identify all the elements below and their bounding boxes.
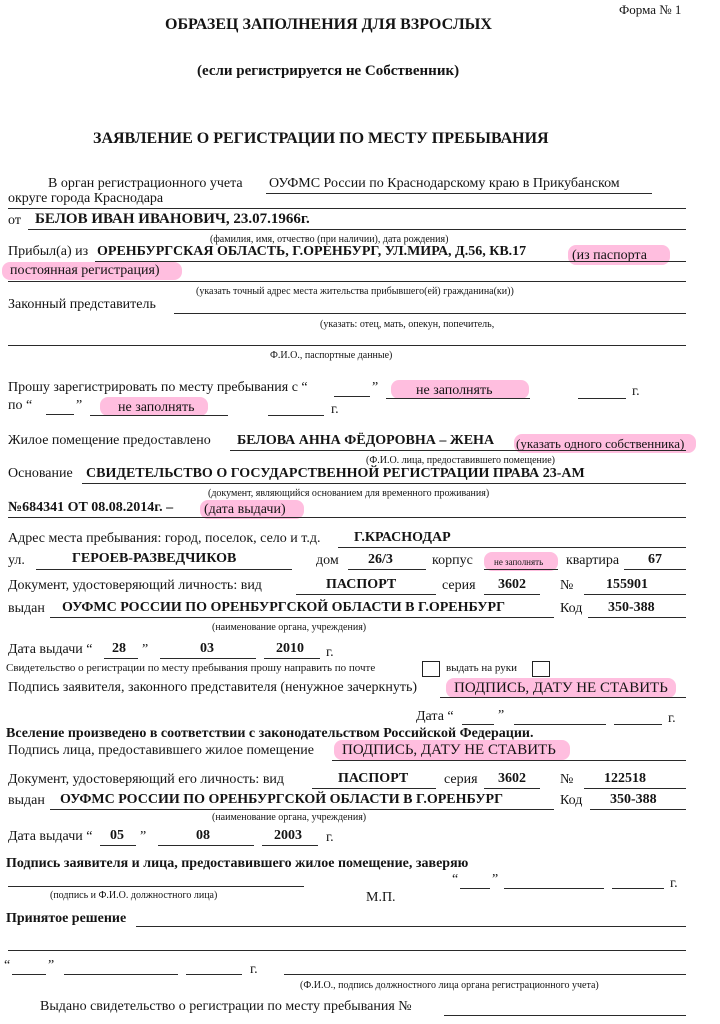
housing-label: Жилое помещение предоставлено [8, 433, 211, 448]
korpus-line [484, 569, 558, 570]
house-label: дом [316, 553, 339, 568]
arrived-underline-2 [8, 281, 686, 282]
request-to-month-line [90, 415, 228, 416]
request-label: Прошу зарегистрировать по месту пребывания с “ [8, 380, 308, 395]
applicant-series-line [484, 594, 540, 595]
stay-address-city-line [338, 547, 686, 548]
applicant-number: 155901 [606, 577, 648, 592]
delivery-text: Свидетельство о регистрации по месту пребывания прошу направить по почте [6, 662, 376, 674]
decision-date-month-line [64, 974, 178, 975]
request-to-day-line [46, 414, 74, 415]
applicant-date-quote-close: ” [142, 642, 149, 657]
korpus-note: не заполнять [494, 557, 544, 567]
housing-caption: (Ф.И.О. лица, предоставившего помещение) [366, 455, 555, 466]
applicant-number-label: № [560, 578, 574, 593]
signature1-date-month-line [514, 724, 606, 725]
house-line [348, 569, 426, 570]
certification-label: Подпись заявителя и лица, предоставившего жилое помещение, заверяю [6, 856, 469, 871]
owner-date-day: 05 [110, 828, 124, 843]
owner-series: 3602 [498, 771, 526, 786]
applicant-issued-label: выдан [8, 601, 45, 616]
owner-date-year: 2003 [274, 828, 302, 843]
owner-number-line [584, 788, 686, 789]
applicant-doc-label: Документ, удостоверяющий личность: вид [8, 578, 262, 593]
decision-line-2 [8, 950, 686, 951]
stay-address-label: Адрес места пребывания: город, поселок, село и т.д. [8, 531, 321, 546]
owner-series-line [484, 788, 540, 789]
owner-date-month: 08 [196, 828, 210, 843]
street-line [36, 569, 292, 570]
owner-doc-label: Документ, удостоверяющий его личность: вид [8, 772, 285, 787]
decision-caption: (Ф.И.О., подпись должностного лица органа регистрационного учета) [300, 980, 599, 991]
basis-underline-1 [82, 483, 686, 484]
applicant-series-label: серия [442, 578, 476, 593]
footer-issued-line [444, 1015, 686, 1016]
request-from-day-line [334, 396, 370, 397]
representative-label: Законный представитель [8, 297, 156, 312]
request-from-g: г. [632, 384, 640, 399]
owner-date-quote-close: ” [140, 829, 147, 844]
representative-underline-2 [8, 345, 686, 346]
from-underline [28, 229, 686, 230]
owner-doc-type: ПАСПОРТ [338, 771, 409, 786]
signature1-date-label: Дата “ [416, 709, 454, 724]
certification-quote-close: ” [492, 872, 499, 887]
arrived-value: ОРЕНБУРГСКАЯ ОБЛАСТЬ, Г.ОРЕНБУРГ, УЛ.МИРА, Д.56, КВ.17 [97, 244, 527, 259]
owner-date-month-line [158, 845, 254, 846]
decision-date-day-line [12, 974, 46, 975]
request-to-g: г. [331, 402, 339, 417]
decision-date-year-line [186, 974, 242, 975]
delivery-by-hand-checkbox[interactable] [532, 661, 550, 677]
request-from-year-line [578, 398, 626, 399]
owner-date-label: Дата выдачи “ [8, 829, 93, 844]
decision-g: г. [250, 962, 258, 977]
basis-underline-2 [8, 517, 686, 518]
representative-caption-1: (указать: отец, мать, опекун, попечитель, [320, 319, 495, 330]
request-to-label: по “ [8, 398, 33, 413]
certification-date-year-line [612, 888, 664, 889]
flat-value: 67 [648, 552, 662, 567]
signature1-note: ПОДПИСЬ, ДАТУ НЕ СТАВИТЬ [454, 680, 668, 696]
signature1-date-day-line [462, 724, 494, 725]
basis-value-line1: СВИДЕТЕЛЬСТВО О ГОСУДАРСТВЕННОЙ РЕГИСТРАЦИИ ПРАВА 23-АМ [86, 466, 585, 481]
settlement-note: ПОДПИСЬ, ДАТУ НЕ СТАВИТЬ [342, 742, 556, 758]
korpus-label: корпус [432, 553, 473, 568]
arrived-note-line2: постоянная регистрация) [10, 263, 160, 278]
request-note-from: не заполнять [416, 383, 493, 398]
owner-date-year-line [262, 845, 318, 846]
signature1-date-quote-close: ” [498, 708, 505, 723]
settlement-label: Подпись лица, предоставившего жилое помещение [8, 743, 314, 758]
form-number: Форма № 1 [619, 2, 682, 17]
owner-code: 350-388 [610, 792, 657, 807]
applicant-date-year-line [264, 658, 320, 659]
authority-value-line2: округе города Краснодара [8, 191, 164, 206]
applicant-date-day-line [104, 658, 138, 659]
owner-issued-line [50, 809, 554, 810]
request-note-to: не заполнять [118, 400, 195, 415]
arrived-note-line1: (из паспорта [572, 248, 647, 263]
owner-issued-label: выдан [8, 793, 45, 808]
applicant-date-label: Дата выдачи “ [8, 642, 93, 657]
owner-doc-type-line [312, 788, 436, 789]
applicant-series: 3602 [498, 577, 526, 592]
applicant-date-month: 03 [200, 641, 214, 656]
decision-quote-open: “ [4, 958, 11, 973]
applicant-code-line [588, 617, 686, 618]
certification-mp: М.П. [366, 890, 396, 905]
certification-date-day-line [460, 888, 490, 889]
applicant-code-label: Код [560, 601, 583, 616]
delivery-by-mail-checkbox[interactable] [422, 661, 440, 677]
signature1-date-year-line [614, 724, 662, 725]
owner-code-line [590, 809, 686, 810]
owner-issued-by: ОУФМС РОССИИ ПО ОРЕНБУРГСКОЙ ОБЛАСТИ В Г.ОРЕНБУРГ [60, 792, 503, 807]
applicant-issued-by: ОУФМС РОССИИ ПО ОРЕНБУРГСКОЙ ОБЛАСТИ В Г.ОРЕНБУРГ [62, 600, 505, 615]
request-to-quote-close: ” [76, 398, 83, 413]
signature1-line [440, 697, 686, 698]
representative-caption-2: Ф.И.О., паспортные данные) [270, 350, 393, 361]
applicant-date-month-line [160, 658, 256, 659]
basis-label: Основание [8, 466, 73, 481]
arrived-label: Прибыл(а) из [8, 244, 89, 259]
owner-series-label: серия [444, 772, 478, 787]
request-from-month-line [386, 398, 530, 399]
applicant-issued-line [50, 617, 554, 618]
applicant-date-day: 28 [112, 641, 126, 656]
settlement-line [332, 760, 686, 761]
request-to-year-line [268, 415, 324, 416]
request-from-quote-close: ” [372, 380, 379, 395]
basis-value-line2: №684341 ОТ 08.08.2014г. – [8, 500, 174, 515]
signature1-date-g: г. [668, 711, 676, 726]
basis-note: (дата выдачи) [204, 502, 286, 517]
owner-code-label: Код [560, 793, 583, 808]
signature1-label: Подпись заявителя, законного представителя (ненужное зачеркнуть) [8, 680, 418, 695]
from-label: от [8, 213, 21, 228]
stay-address-city: Г.КРАСНОДАР [354, 530, 451, 545]
settlement-statement: Вселение произведено в соответствии с законодательством Российской Федерации. [6, 726, 534, 741]
applicant-issued-caption: (наименование органа, учреждения) [212, 622, 367, 633]
application-title: ЗАЯВЛЕНИЕ О РЕГИСТРАЦИИ ПО МЕСТУ ПРЕБЫВАНИЯ [93, 130, 549, 147]
owner-number-label: № [560, 772, 574, 787]
delivery-by-hand-label: выдать на руки [446, 662, 517, 674]
housing-value: БЕЛОВА АННА ФЁДОРОВНА – ЖЕНА [237, 433, 495, 448]
representative-underline-1 [174, 313, 686, 314]
owner-number: 122518 [604, 771, 646, 786]
certification-date-month-line [504, 888, 604, 889]
from-value: БЕЛОВ ИВАН ИВАНОВИЧ, 23.07.1966г. [35, 211, 310, 227]
owner-date-day-line [100, 845, 136, 846]
certification-caption: (подпись и Ф.И.О. должностного лица) [50, 890, 218, 901]
decision-line-1 [136, 926, 686, 927]
authority-underline-1 [266, 193, 652, 194]
authority-value-line1: ОУФМС России по Краснодарскому краю в Прикубанском [269, 176, 620, 191]
footer-issued-label: Выдано свидетельство о регистрации по месту пребывания № [40, 999, 412, 1014]
street-label: ул. [8, 553, 25, 568]
basis-caption: (документ, являющийся основанием для временного проживания) [208, 488, 490, 499]
from-caption: (фамилия, имя, отчество (при наличии), дата рождения) [210, 234, 449, 245]
applicant-code: 350-388 [608, 600, 655, 615]
applicant-doc-type: ПАСПОРТ [326, 577, 397, 592]
owner-date-g: г. [326, 830, 334, 845]
flat-line [624, 569, 686, 570]
authority-label: В орган регистрационного учета [48, 176, 243, 191]
decision-signature-line [284, 974, 686, 975]
owner-issued-caption: (наименование органа, учреждения) [212, 812, 367, 823]
house-value: 26/3 [368, 552, 393, 567]
arrived-underline-1 [95, 261, 686, 262]
street-value: ГЕРОЕВ-РАЗВЕДЧИКОВ [72, 551, 237, 566]
certification-quote-open: “ [452, 872, 459, 887]
certification-signature-line [8, 886, 304, 887]
applicant-date-g: г. [326, 645, 334, 660]
housing-underline [230, 450, 686, 451]
page-subtitle: (если регистрируется не Собственник) [197, 63, 460, 79]
authority-underline-2 [8, 208, 686, 209]
flat-label: квартира [566, 553, 620, 568]
decision-quote-close: ” [48, 958, 55, 973]
arrived-caption: (указать точный адрес места жительства прибывшего(ей) гражданина(ки)) [196, 286, 514, 297]
page-title: ОБРАЗЕЦ ЗАПОЛНЕНИЯ ДЛЯ ВЗРОСЛЫХ [165, 16, 492, 33]
applicant-doc-type-line [296, 594, 436, 595]
certification-g: г. [670, 876, 678, 891]
decision-label: Принятое решение [6, 911, 127, 926]
applicant-date-year: 2010 [276, 641, 304, 656]
applicant-number-line [584, 594, 686, 595]
housing-note: (указать одного собственника) [516, 436, 685, 451]
